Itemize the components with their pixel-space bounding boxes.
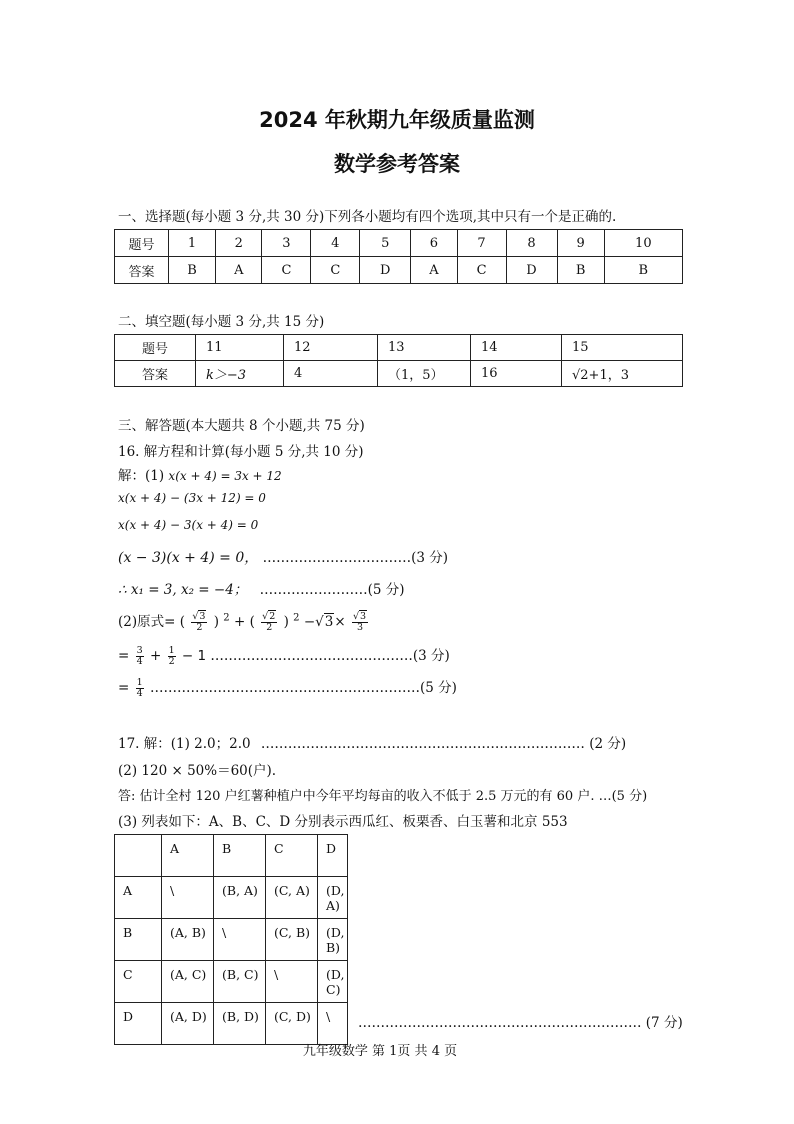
table-cell: A xyxy=(115,877,162,919)
table-cell: （1，5） xyxy=(378,361,471,387)
row-label: 答案 xyxy=(115,257,169,284)
table-row xyxy=(115,919,348,961)
table-cell: 8 xyxy=(506,230,557,257)
fraction-1-over-4: $\frac{1}{4}$ xyxy=(136,677,143,699)
q16-part1-equation: x(x + 4) = 3x + 12 xyxy=(168,469,282,483)
table-cell: (D, C) xyxy=(318,961,348,1003)
table-cell: \ xyxy=(214,919,266,961)
table-cell: (B, D) xyxy=(214,1003,266,1045)
row-label: 答案 xyxy=(115,361,196,387)
table-cell: 14 xyxy=(471,335,562,361)
formula-close-paren: ) xyxy=(283,614,289,630)
fraction-sqrt3-over-3: $\frac{√3}{3}$ xyxy=(352,611,367,633)
table-cell: 11 xyxy=(196,335,284,361)
page-subtitle: 数学参考答案 xyxy=(334,152,460,176)
formula-close-paren: ) xyxy=(213,614,219,630)
row-label: 题号 xyxy=(115,335,196,361)
q16-step3-score: ……………………………(3 分) xyxy=(262,550,448,566)
table-cell: B xyxy=(169,257,216,284)
table-row xyxy=(115,335,683,361)
table-cell: 4 xyxy=(311,230,360,257)
table-cell: C xyxy=(115,961,162,1003)
table-cell: (D, B) xyxy=(318,919,348,961)
table-cell: B xyxy=(557,257,604,284)
table-cell xyxy=(115,835,162,877)
q16-part2-step1-rest: − 1 xyxy=(181,648,207,664)
q17-line2: (2) 120 × 50%＝60(户). xyxy=(118,763,277,779)
table-cell: 5 xyxy=(360,230,411,257)
q17-table-score: ……………………………………………………… (7 分) xyxy=(358,1015,683,1031)
q16-step4 xyxy=(118,578,405,598)
q16-title: 16. 解方程和计算(每小题 5 分,共 10 分) xyxy=(118,444,364,460)
table-cell: (A, C) xyxy=(162,961,214,1003)
table-cell: (C, A) xyxy=(266,877,318,919)
table-cell: B xyxy=(604,257,682,284)
formula-equals: = xyxy=(118,680,130,696)
table-row xyxy=(115,961,348,1003)
table-cell: C xyxy=(266,835,318,877)
table-row xyxy=(115,361,683,387)
q16-part2-step2-score: ……………………………………………………(5 分) xyxy=(149,680,457,696)
table-cell: 16 xyxy=(471,361,562,387)
section3-heading: 三、解答题(本大题共 8 个小题,共 75 分) xyxy=(118,418,365,434)
q16-step1: x(x + 4) − (3x + 12) = 0 xyxy=(118,491,266,505)
table-cell: D xyxy=(360,257,411,284)
q16-part1-label: 解：(1) xyxy=(118,468,165,484)
formula-open-paren: ( xyxy=(249,614,255,630)
q16-step4-equation: ∴ x₁ = 3, x₂ = −4； xyxy=(118,582,248,598)
table-cell: k＞−3 xyxy=(196,361,284,387)
table-cell: 1 xyxy=(169,230,216,257)
section2-heading: 二、填空题(每小题 3 分,共 15 分) xyxy=(118,314,325,330)
table-cell: 4 xyxy=(284,361,378,387)
table-cell: A xyxy=(216,257,262,284)
page-title: 2024 年秋期九年级质量监测 xyxy=(259,108,535,132)
q17-line4: (3) 列表如下：A、B、C、D 分别表示西瓜红、板栗香、白玉薯和北京 553 xyxy=(118,814,568,830)
q16-part2-label: (2)原式= xyxy=(118,614,176,630)
table-row xyxy=(115,835,348,877)
fraction-1-over-2: $\frac{1}{2}$ xyxy=(168,645,175,667)
table-cell: 2 xyxy=(216,230,262,257)
page-footer: 九年级数学 第 1页 共 4 页 xyxy=(302,1044,458,1059)
exponent-2: 2 xyxy=(223,612,230,624)
table-cell: 13 xyxy=(378,335,471,361)
table-cell: A xyxy=(162,835,214,877)
q16-part2 xyxy=(118,610,370,633)
table-cell: D xyxy=(115,1003,162,1045)
table-cell: B xyxy=(214,835,266,877)
table-cell: √2+1，3 xyxy=(562,361,683,387)
table-cell: A xyxy=(411,257,457,284)
table-cell: 6 xyxy=(411,230,457,257)
table-cell: B xyxy=(115,919,162,961)
table-cell: 10 xyxy=(604,230,682,257)
table-cell: \ xyxy=(318,1003,348,1045)
fraction-3-over-4: $\frac{3}{4}$ xyxy=(136,645,143,667)
table-cell: (A, D) xyxy=(162,1003,214,1045)
table-cell: \ xyxy=(266,961,318,1003)
q17-line1-score: ……………………………………………………………… (2 分) xyxy=(260,736,627,752)
q16-part1 xyxy=(118,464,282,484)
table-cell: 9 xyxy=(557,230,604,257)
table-cell: C xyxy=(311,257,360,284)
formula-minus-sqrt3-times: −√3× xyxy=(303,614,346,630)
q16-part2-step1-score: ………………………………………(3 分) xyxy=(210,648,450,664)
table-cell: 12 xyxy=(284,335,378,361)
fraction-sqrt2-over-2: $\frac{√2}{2}$ xyxy=(262,611,276,633)
table-cell: D xyxy=(318,835,348,877)
row-label: 题号 xyxy=(115,230,169,257)
q16-step2: x(x + 4) − 3(x + 4) = 0 xyxy=(118,518,259,532)
exponent-2: 2 xyxy=(293,612,300,624)
table-cell: (A, B) xyxy=(162,919,214,961)
table-cell: 7 xyxy=(457,230,506,257)
table-cell: (C, B) xyxy=(266,919,318,961)
q16-step4-score: ……………………(5 分) xyxy=(259,582,405,598)
table-cell: (B, A) xyxy=(214,877,266,919)
table-row xyxy=(115,230,683,257)
formula-plus: + xyxy=(149,648,162,664)
table-cell: 15 xyxy=(562,335,683,361)
q16-part2-step2 xyxy=(118,676,457,699)
fill-answer-table xyxy=(114,334,683,387)
table-cell: (C, D) xyxy=(266,1003,318,1045)
formula-equals: = xyxy=(118,648,130,664)
q17-line3: 答: 估计全村 120 户红薯种植户中今年平均每亩的收入不低于 2.5 万元的有 60 户. …(5 分) xyxy=(118,789,648,804)
q16-step3-equation: (x − 3)(x + 4) = 0， xyxy=(118,550,259,566)
table-cell: 3 xyxy=(262,230,311,257)
table-cell: D xyxy=(506,257,557,284)
q16-step3 xyxy=(118,546,448,567)
table-row xyxy=(115,1003,348,1045)
q17-answer-1: 17. 解：(1) 2.0；2.0 xyxy=(118,736,251,752)
section1-heading: 一、选择题(每小题 3 分,共 30 分)下列各小题均有四个选项,其中只有一个是正确的. xyxy=(118,209,617,225)
table-cell: (B, C) xyxy=(214,961,266,1003)
table-cell: (D, A) xyxy=(318,877,348,919)
table-cell: \ xyxy=(162,877,214,919)
combination-table xyxy=(114,834,348,1045)
table-row xyxy=(115,257,683,284)
formula-open-paren: ( xyxy=(179,614,186,630)
table-row xyxy=(115,877,348,919)
formula-plus: + xyxy=(233,614,246,630)
fraction-sqrt3-over-2: $\frac{√3}{2}$ xyxy=(192,611,206,633)
q16-part2-step1 xyxy=(118,644,450,667)
q17-line1 xyxy=(118,732,626,752)
choice-answer-table xyxy=(114,229,683,284)
table-cell: C xyxy=(262,257,311,284)
table-cell: C xyxy=(457,257,506,284)
